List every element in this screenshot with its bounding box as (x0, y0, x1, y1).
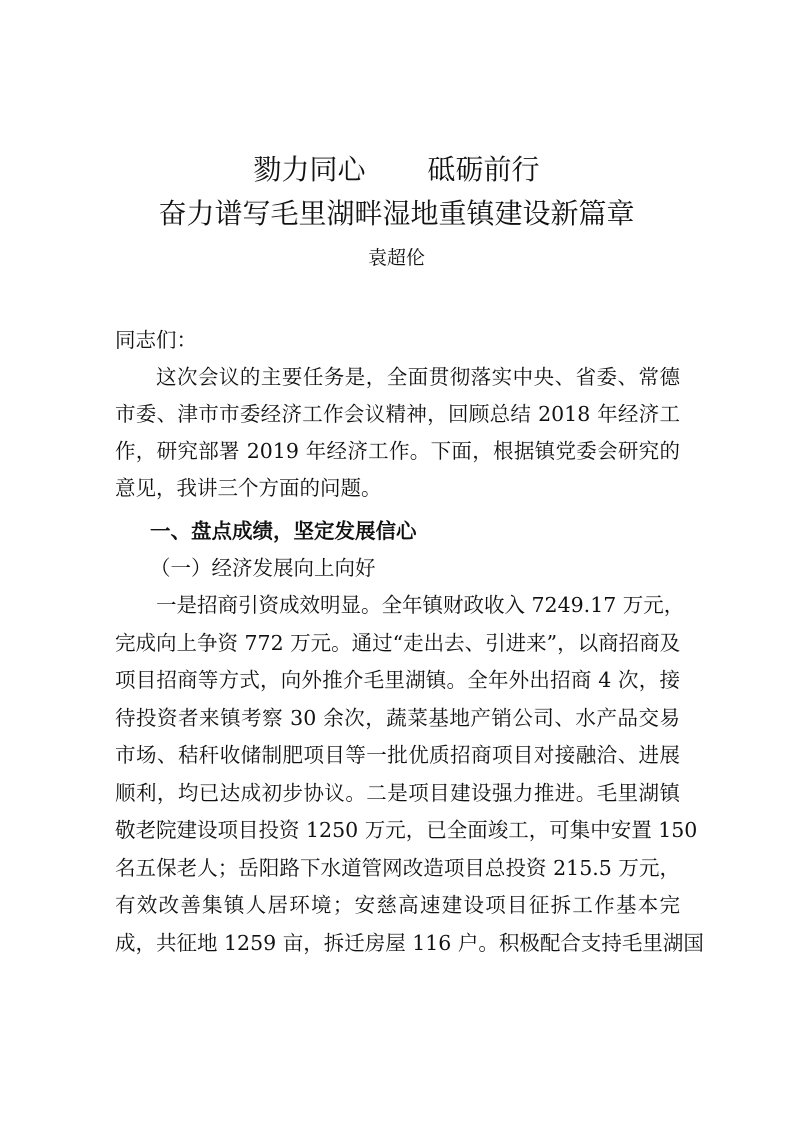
body-line-10: 成，共征地 1259 亩，拆迁房屋 116 户。积极配合支持毛里湖国 (115, 931, 704, 955)
intro-line-2: 市委、津市市委经济工作会议精神，回顾总结 2018 年经济工 (115, 402, 680, 426)
body-line-5: 市场、秸秆收储制肥项目等一批优质招商项目对接融洽、进展 (115, 743, 680, 767)
subsection-heading: （一）经济发展向上向好 (150, 556, 376, 580)
body-line-6: 顺利，均已达成初步协议。二是项目建设强力推进。毛里湖镇 (115, 781, 680, 805)
title-part-left: 勠力同心 (253, 153, 366, 186)
author-name: 袁超伦 (367, 247, 425, 269)
intro-line-1: 这次会议的主要任务是，全面贯彻落实中央、省委、常德 (156, 365, 680, 389)
intro-line-4: 意见，我讲三个方面的问题。 (115, 476, 382, 500)
body-line-8: 名五保老人；岳阳路下水道管网改造项目总投资 215.5 万元， (115, 856, 680, 880)
body-line-4: 待投资者来镇考察 30 余次，蔬菜基地产销公司、水产品交易 (115, 706, 680, 730)
body-line-2: 完成向上争资 772 万元。通过“走出去、引进来”，以商招商及 (115, 631, 681, 655)
body-line-3: 项目招商等方式，向外推介毛里湖镇。全年外出招商 4 次，接 (115, 668, 680, 692)
salutation: 同志们： (115, 328, 197, 352)
section-heading: 一、盘点成绩，坚定发展信心 (150, 519, 417, 543)
body-line-1: 一是招商引资成效明显。全年镇财政收入 7249.17 万元， (156, 593, 685, 617)
body-line-9: 有效改善集镇人居环境；安慈高速建设项目征拆工作基本完 (115, 893, 680, 917)
title-part-right: 砥砺前行 (427, 153, 540, 186)
title-line-2: 奋力谱写毛里湖畔湿地重镇建设新篇章 (158, 197, 635, 230)
body-line-7: 敬老院建设项目投资 1250 万元，已全面竣工，可集中安置 150 (115, 818, 698, 842)
title-line-1 (0, 152, 793, 188)
intro-line-3: 作，研究部署 2019 年经济工作。下面，根据镇党委会研究的 (115, 439, 680, 463)
